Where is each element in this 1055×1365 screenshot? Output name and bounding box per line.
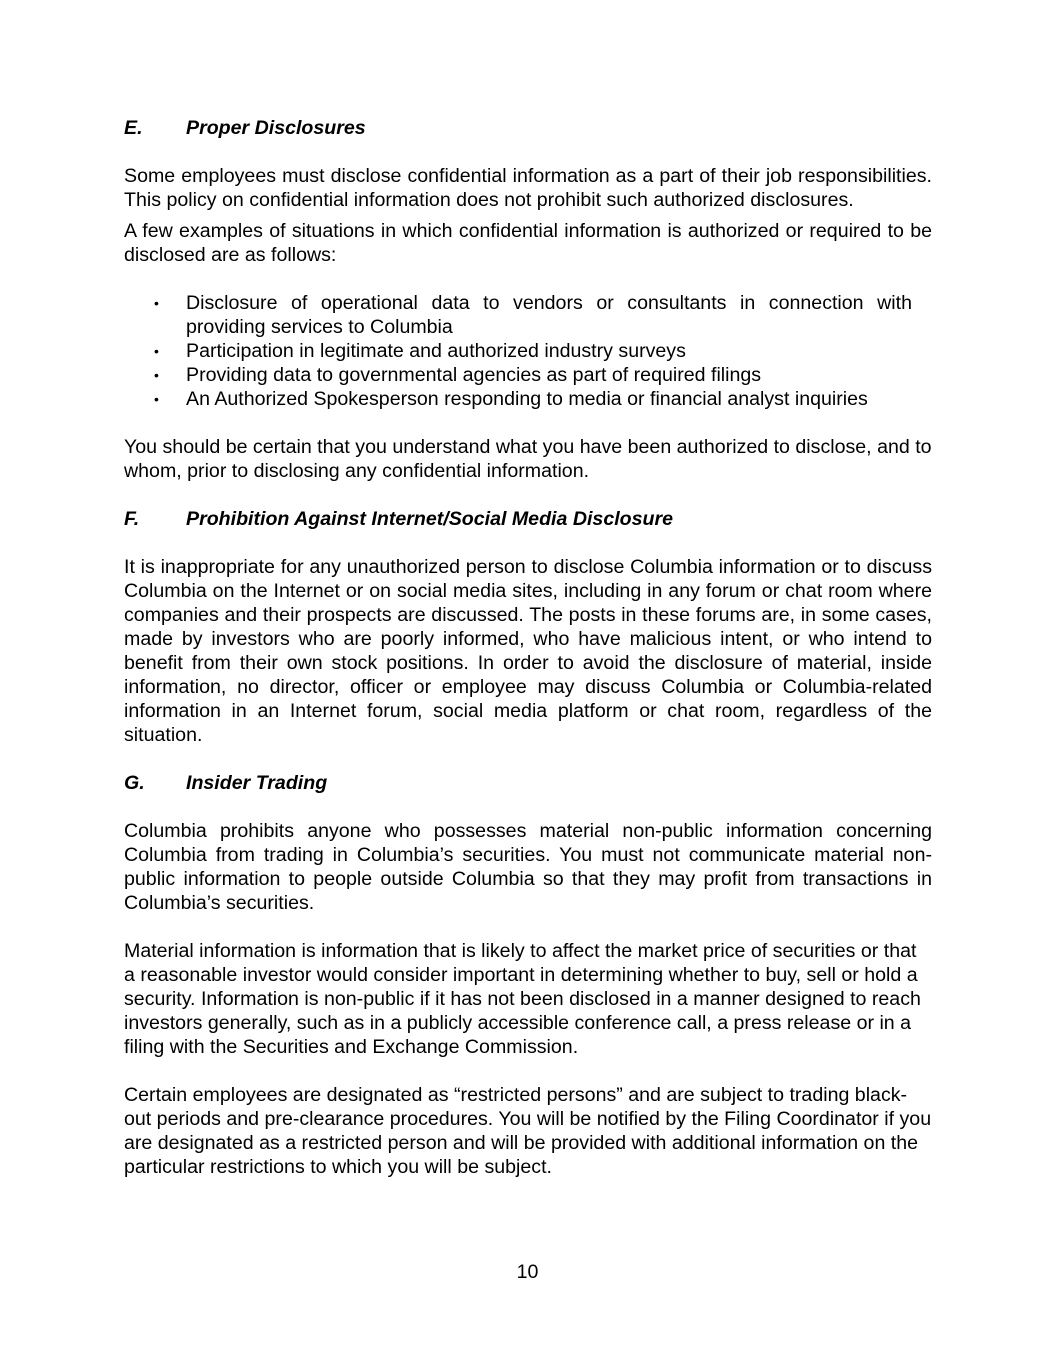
section-e-heading bbox=[124, 116, 932, 140]
section-f-title: Prohibition Against Internet/Social Media Disclosure bbox=[186, 508, 674, 530]
section-g-paragraph-3: Certain employees are designated as “restricted persons” and are subject to trading black-out periods and pre-clearance procedures. You will be notified by the Filing Coordinator if you are designated as a restricted person and will be provided with additional information on the particular restrictions to which you will be subject. bbox=[124, 1084, 932, 1178]
section-g-paragraph-2: Material information is information that is likely to affect the market price of securities or that a reasonable investor would consider important in determining whether to buy, sell or hold a security. Information is non-public if it has not been disclosed in a manner designed to reach investors generally, such as in a publicly accessible conference call, a press release or in a filing with the Securities and Exchange Commission. bbox=[124, 940, 921, 1058]
section-e-title: Proper Disclosures bbox=[186, 117, 366, 139]
section-g-title: Insider Trading bbox=[186, 772, 328, 794]
section-g-paragraph-1: Columbia prohibits anyone who possesses material non-public information concerning Columbia from trading in Columbia’s securities. You must not communicate material non-public information to people outside Columbia so that they may profit from transactions in Columbia’s securities. bbox=[124, 820, 932, 914]
page-number: 10 bbox=[516, 1261, 539, 1283]
list-item: • Providing data to governmental agencies as part of required filings bbox=[154, 364, 762, 386]
list-item: • Participation in legitimate and authorized industry surveys bbox=[154, 340, 686, 362]
bullet-icon: • bbox=[154, 391, 159, 407]
section-e-paragraph-3: You should be certain that you understand what you have been authorized to disclose, and to whom, prior to disclosing any confidential information. bbox=[124, 436, 932, 482]
bullet-icon: • bbox=[154, 343, 159, 359]
section-f-letter: F. bbox=[124, 508, 140, 530]
section-g-heading bbox=[124, 771, 932, 795]
section-e-bullet-list bbox=[124, 291, 932, 411]
document-page bbox=[124, 116, 932, 1179]
list-item: • An Authorized Spokesperson responding to media or financial analyst inquiries bbox=[154, 388, 868, 410]
section-e-letter: E. bbox=[124, 117, 143, 139]
section-f-paragraph-1: It is inappropriate for any unauthorized person to disclose Columbia information or to discuss Columbia on the Internet or on social media sites, including in any forum or chat room where companies and their prospects are discussed. The posts in these forums are, in some cases, made by investors who are poorly informed, who have malicious intent, or who intend to benefit from their own stock positions. In order to avoid the disclosure of material, inside information, no director, officer or employee may discuss Columbia or Columbia-related information in an Internet forum, social media platform or chat room, regardless of the situation. bbox=[124, 556, 932, 746]
bullet-icon: • bbox=[154, 367, 159, 383]
section-f-heading bbox=[124, 507, 932, 531]
section-g-letter: G. bbox=[124, 772, 145, 794]
section-e-paragraph-1: Some employees must disclose confidential information as a part of their job responsibilities. This policy on confidential information does not prohibit such authorized disclosures. bbox=[124, 165, 932, 211]
bullet-icon: • bbox=[154, 295, 159, 311]
section-e-paragraph-2: A few examples of situations in which confidential information is authorized or required to be disclosed are as follows: bbox=[124, 220, 932, 266]
list-item: • Disclosure of operational data to vendors or consultants in connection with providing services to Columbia bbox=[154, 292, 912, 338]
